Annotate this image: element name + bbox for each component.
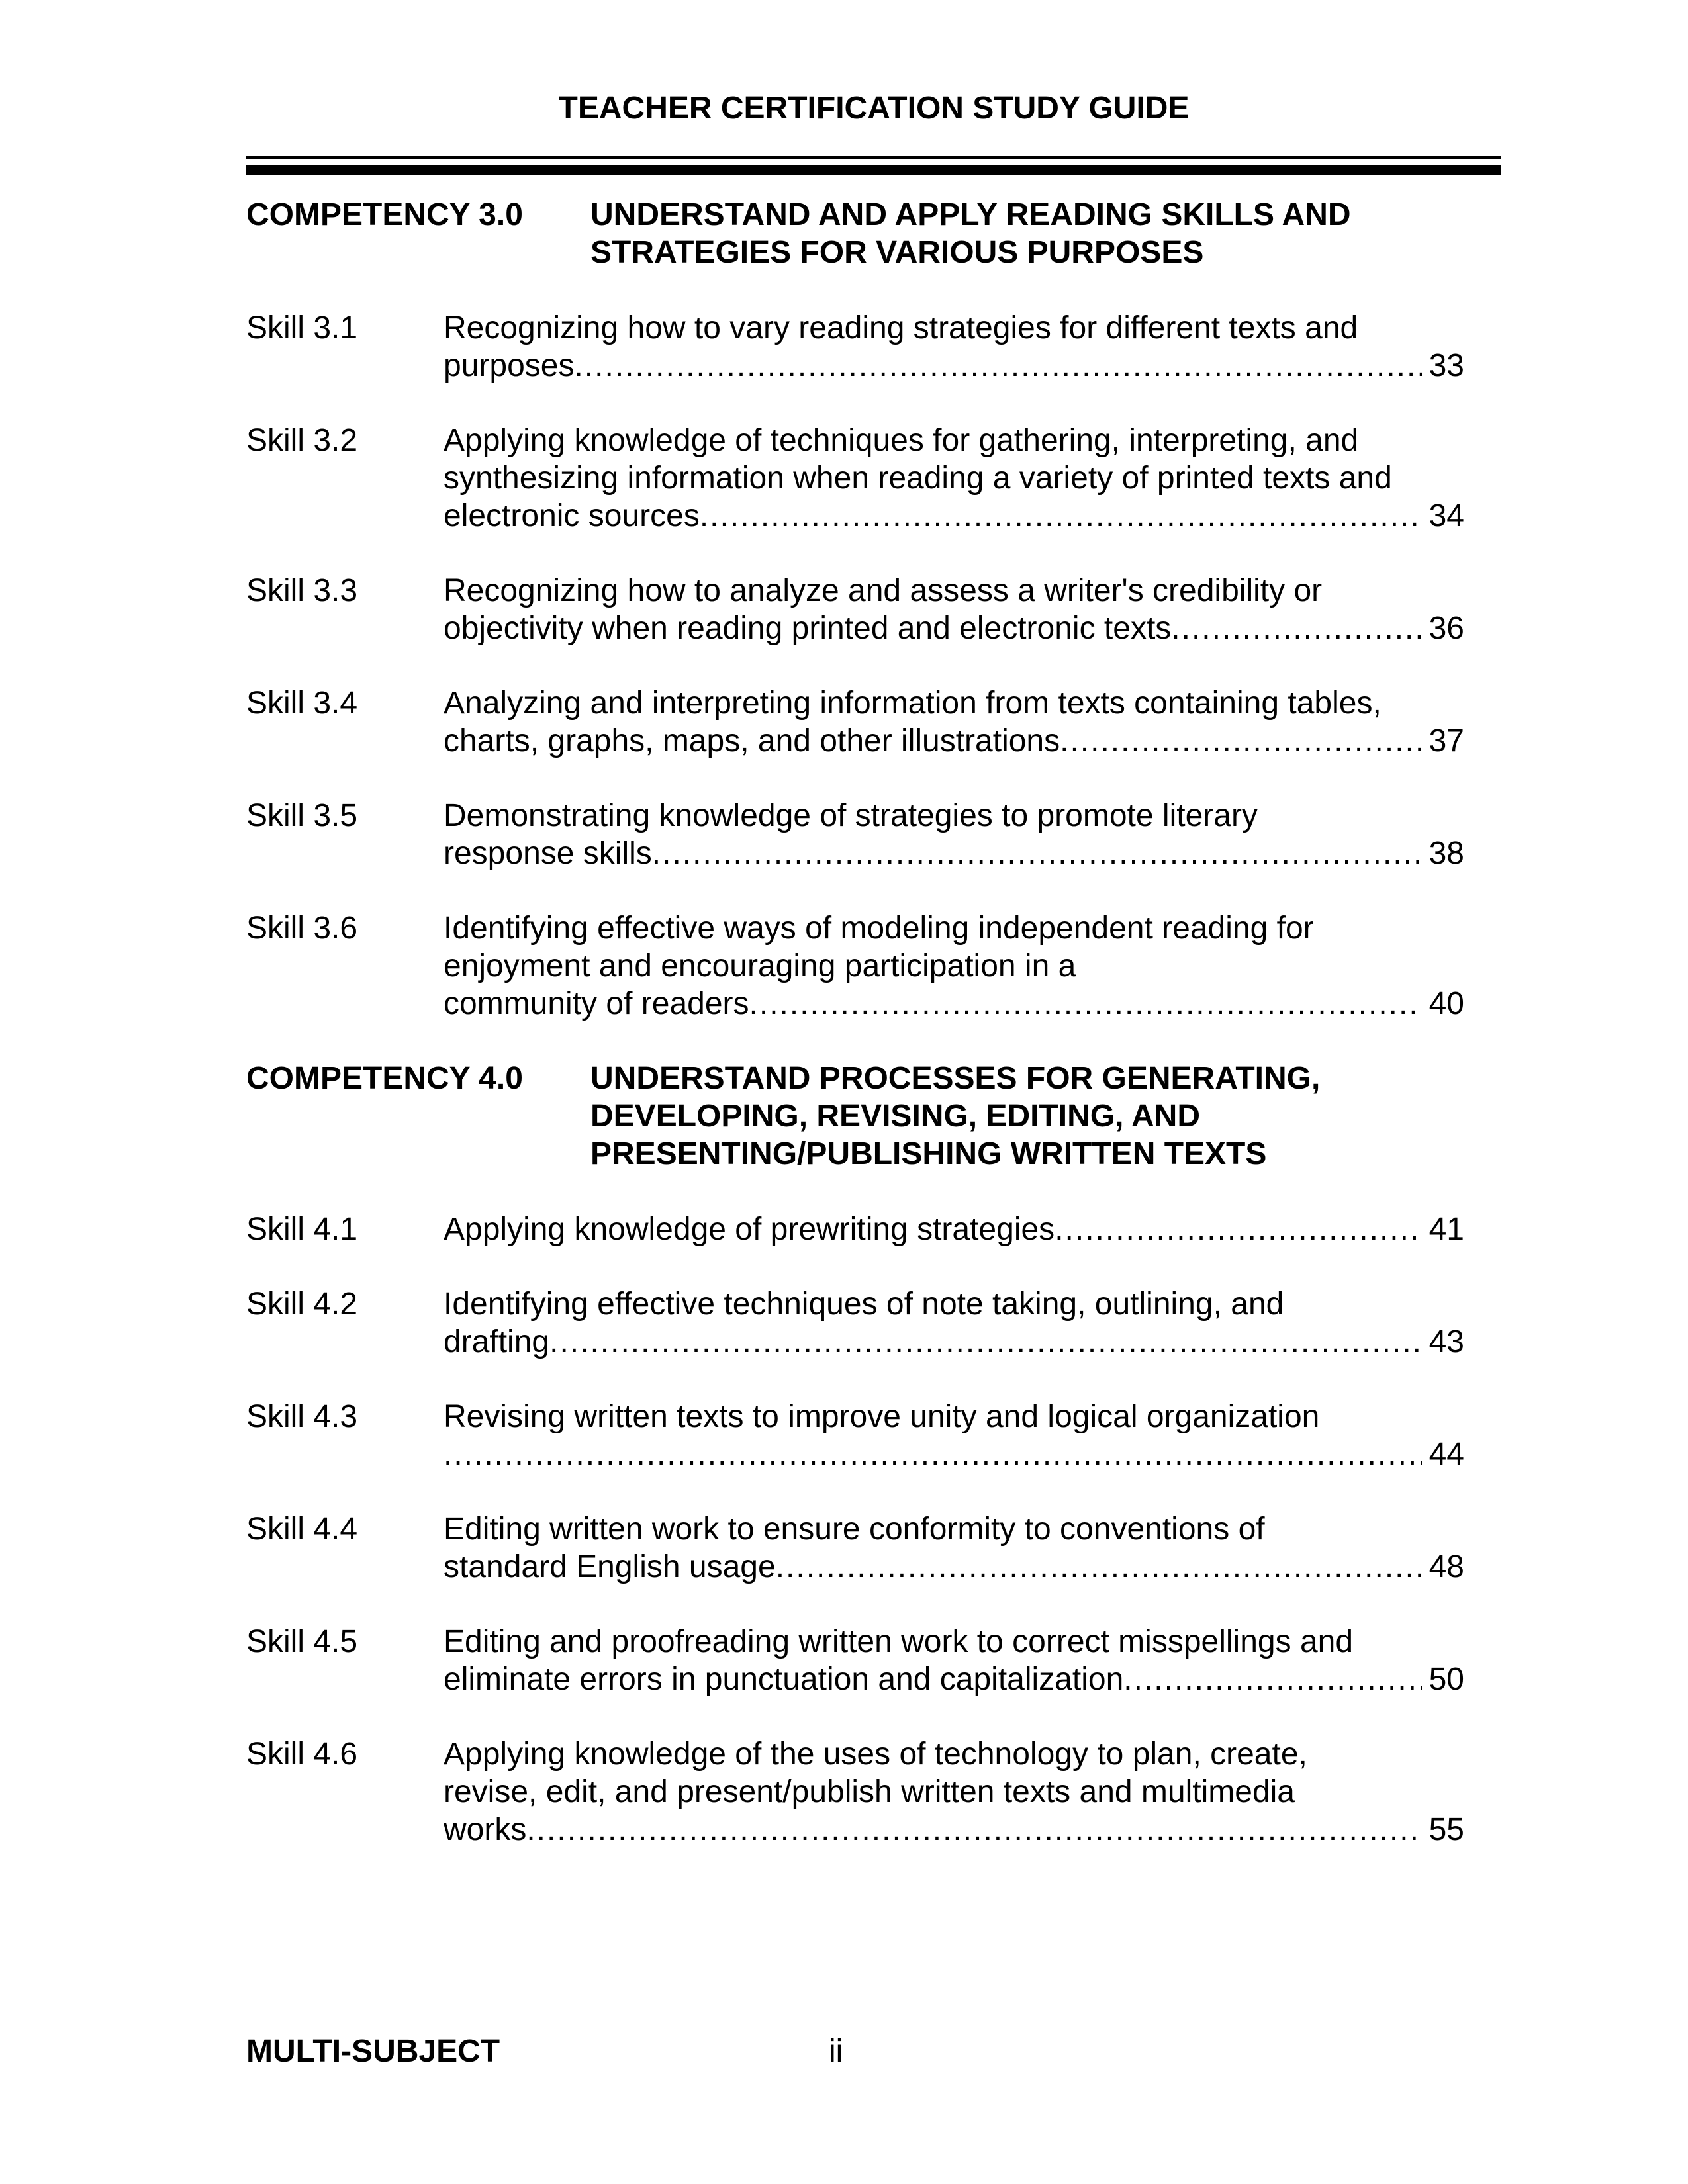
skill-label: Skill 3.2 [246, 423, 358, 458]
page-number: 38 [1429, 836, 1464, 871]
skill-label: Skill 4.1 [246, 1212, 358, 1247]
footer-page-number: ii [829, 2034, 843, 2069]
skill-label: Skill 4.3 [246, 1399, 358, 1434]
toc-entry-skill-3-4[interactable] [246, 684, 1464, 760]
skill-label: Skill 4.6 [246, 1737, 358, 1772]
skill-label: Skill 3.6 [246, 911, 358, 946]
dot-leader [574, 347, 1422, 385]
skill-description: Applying knowledge of techniques for gathering, interpreting, and synthesizing information when reading a variety of printed texts and electronic sources ..... 34 [444, 422, 1464, 535]
toc-entry-skill-4-3[interactable] [246, 1398, 1464, 1473]
dot-leader [1123, 1661, 1422, 1698]
competency-title: UNDERSTAND AND APPLY READING SKILLS AND STRATEGIES FOR VARIOUS PURPOSES [590, 197, 1351, 270]
skill-label: Skill 3.3 [246, 573, 358, 608]
page-number: 48 [1429, 1549, 1464, 1584]
competency-label: COMPETENCY 3.0 [246, 197, 523, 232]
toc-entry-skill-4-6[interactable] [246, 1735, 1464, 1848]
dot-leader [1055, 1210, 1422, 1248]
page-number: 36 [1429, 611, 1464, 646]
toc-entry-skill-4-2[interactable] [246, 1285, 1464, 1361]
dot-leader [700, 497, 1422, 535]
dot-leader [652, 835, 1422, 872]
toc-entry-skill-4-4[interactable] [246, 1510, 1464, 1586]
page-number: 37 [1429, 723, 1464, 758]
skill-label: Skill 4.2 [246, 1287, 358, 1322]
footer-subject: MULTI-SUBJECT [246, 2034, 500, 2069]
table-of-contents [246, 196, 1464, 1848]
skill-description: Identifying effective ways of modeling independent reading for enjoyment and encouraging participation in a community of readers ..... 40 [444, 909, 1464, 1023]
dot-leader [749, 985, 1422, 1023]
skill-label: Skill 4.5 [246, 1624, 358, 1659]
page-number: 33 [1429, 348, 1464, 383]
dot-leader [549, 1323, 1422, 1361]
page-header-title: TEACHER CERTIFICATION STUDY GUIDE [558, 91, 1190, 126]
toc-entry-skill-3-5[interactable] [246, 797, 1464, 872]
dot-leader [526, 1811, 1422, 1848]
skill-description: Recognizing how to analyze and assess a writer's credibility or objectivity when reading printed and electronic texts ..... 36 [444, 572, 1464, 647]
dot-leader [1060, 722, 1422, 760]
competency-heading [246, 1060, 1464, 1173]
skill-description: Applying knowledge of the uses of technology to plan, create, revise, edit, and present/publish written texts and multimedia works ..... 55 [444, 1735, 1464, 1848]
skill-description: Editing and proofreading written work to correct misspellings and eliminate errors in punctuation and capitalization ..... 50 [444, 1623, 1464, 1698]
skill-label: Skill 3.4 [246, 686, 358, 721]
page-number: 41 [1429, 1212, 1464, 1247]
page-number: 50 [1429, 1662, 1464, 1697]
skill-description: Editing written work to ensure conformity to conventions of standard English usage ..... 48 [444, 1510, 1464, 1586]
skill-label: Skill 3.5 [246, 798, 358, 833]
skill-description: Identifying effective techniques of note taking, outlining, and drafting ..... 43 [444, 1285, 1464, 1361]
toc-entry-skill-4-5[interactable] [246, 1623, 1464, 1698]
toc-entry-skill-3-3[interactable] [246, 572, 1464, 647]
skill-description: Applying knowledge of prewriting strategies ..... 41 [444, 1210, 1464, 1248]
page-number: 40 [1429, 986, 1464, 1021]
toc-entry-skill-3-2[interactable] [246, 422, 1464, 535]
toc-entry-skill-3-6[interactable] [246, 909, 1464, 1023]
dot-leader [776, 1548, 1422, 1586]
page-number: 34 [1429, 498, 1464, 533]
header-rule-thick [246, 165, 1501, 175]
skill-description: Revising written texts to improve unity and logical organization ..... 44 [444, 1398, 1464, 1473]
skill-description: Demonstrating knowledge of strategies to promote literary response skills ..... 38 [444, 797, 1464, 872]
skill-description: Recognizing how to vary reading strategies for different texts and purposes ..... 33 [444, 309, 1464, 385]
page-number: 55 [1429, 1812, 1464, 1847]
competency-heading [246, 196, 1464, 271]
header-rule-thin [246, 156, 1501, 159]
toc-entry-skill-4-1[interactable] [246, 1210, 1464, 1248]
dot-leader [1171, 610, 1422, 647]
competency-title: UNDERSTAND PROCESSES FOR GENERATING, DEVELOPING, REVISING, EDITING, AND PRESENTING/PUBLISHING WRITTEN TEXTS [590, 1061, 1321, 1171]
toc-entry-skill-3-1[interactable] [246, 309, 1464, 385]
page-number: 44 [1429, 1437, 1464, 1472]
skill-description: Analyzing and interpreting information from texts containing tables, charts, graphs, maps, and other illustrations ..... 37 [444, 684, 1464, 760]
competency-label: COMPETENCY 4.0 [246, 1061, 523, 1096]
skill-label: Skill 4.4 [246, 1512, 358, 1547]
page-number: 43 [1429, 1324, 1464, 1359]
skill-label: Skill 3.1 [246, 310, 358, 345]
dot-leader [444, 1435, 1422, 1473]
